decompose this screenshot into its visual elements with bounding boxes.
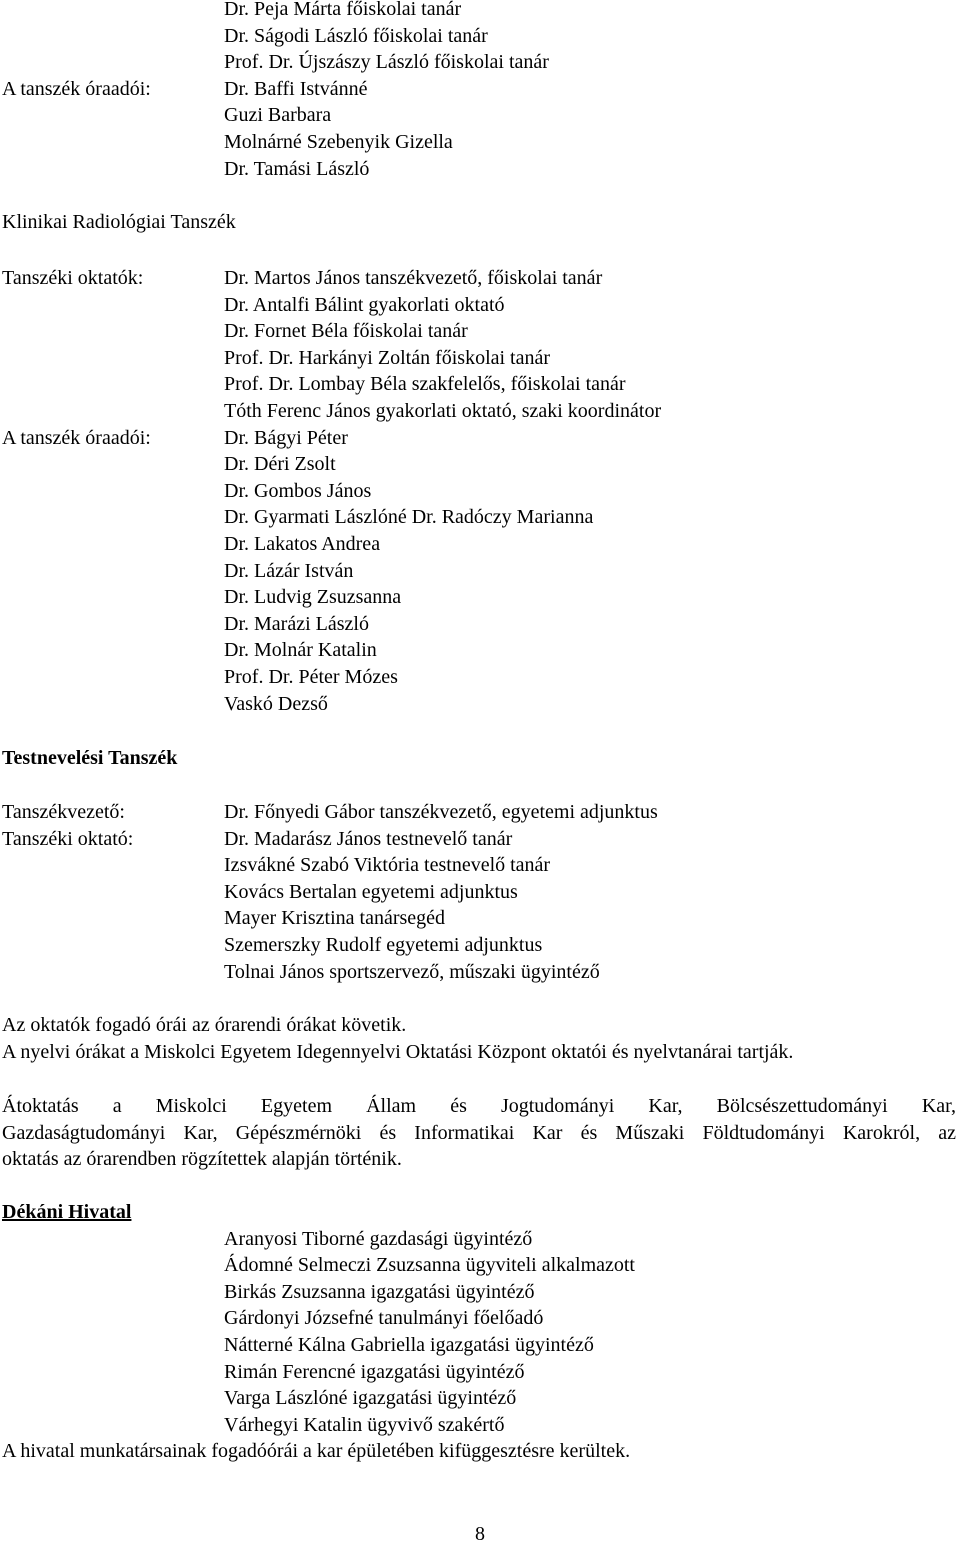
staff-line: Dr. Madarász János testnevelő tanár [224, 827, 513, 850]
paragraph-line: Átoktatás a Miskolci Egyetem Állam és Jogtudományi Kar, Bölcsészettudományi Kar, [2, 1095, 956, 1117]
office-footer-note: A hivatal munkatársainak fogadóórái a kar épületében kifüggesztésre kerültek. [2, 1440, 631, 1463]
staff-line: Varga Lászlóné igazgatási ügyintéző [224, 1387, 517, 1410]
staff-line: Prof. Dr. Lombay Béla szakfelelős, főiskolai tanár [224, 373, 626, 396]
staff-line: Dr. Gombos János [224, 479, 372, 502]
staff-line: Vaskó Dezső [224, 692, 328, 715]
staff-line: Dr. Peja Márta főiskolai tanár [224, 0, 462, 20]
label-tanszeki-oktato: Tanszéki oktató: [2, 827, 134, 850]
staff-line: Dr. Antalfi Bálint gyakorlati oktató [224, 293, 505, 316]
section-title-radiology: Klinikai Radiológiai Tanszék [2, 211, 236, 233]
staff-line: Prof. Dr. Harkányi Zoltán főiskolai tanár [224, 346, 551, 369]
staff-line: Dr. Bágyi Péter [224, 426, 348, 449]
staff-line: Dr. Molnár Katalin [224, 639, 377, 662]
note-line: Az oktatók fogadó órái az órarendi órákat követik. [2, 1014, 407, 1036]
staff-line: Dr. Lázár István [224, 559, 354, 582]
label-oraadoi: A tanszék óraadói: [2, 77, 151, 100]
staff-line: Dr. Fornet Béla főiskolai tanár [224, 320, 468, 343]
staff-line: Dr. Tamási László [224, 157, 370, 180]
staff-line: Ádomné Selmeczi Zsuzsanna ügyviteli alkalmazott [224, 1254, 635, 1277]
section-title-office: Dékáni Hivatal [2, 1201, 132, 1223]
staff-line: Izsvákné Szabó Viktória testnevelő tanár [224, 854, 551, 877]
staff-line: Szemerszky Rudolf egyetemi adjunktus [224, 934, 543, 956]
staff-line: Kovács Bertalan egyetemi adjunktus [224, 880, 518, 903]
staff-line: Tolnai János sportszervező, műszaki ügyintéző [224, 960, 600, 983]
staff-line: Dr. Lakatos Andrea [224, 533, 381, 555]
staff-line: Dr. Ságodi László főiskolai tanár [224, 24, 488, 47]
staff-line: Dr. Déri Zsolt [224, 453, 336, 476]
staff-line: Dr. Főnyedi Gábor tanszékvezető, egyetemi adjunktus [224, 801, 658, 823]
staff-line: Guzi Barbara [224, 104, 332, 127]
label-oktatok: Tanszéki oktatók: [2, 267, 144, 289]
staff-line: Birkás Zsuzsanna igazgatási ügyintéző [224, 1280, 535, 1303]
note-line: A nyelvi órákat a Miskolci Egyetem Idegennyelvi Oktatási Központ oktatói és nyelvtanárai tartják. [2, 1040, 794, 1063]
staff-line: Molnárné Szebenyik Gizella [224, 131, 453, 153]
paragraph-line: oktatás az órarendben rögzítettek alapján történik. [2, 1148, 402, 1171]
staff-line: Dr. Martos János tanszékvezető, főiskolai tanár [224, 267, 603, 289]
staff-line: Aranyosi Tiborné gazdasági ügyintéző [224, 1227, 533, 1250]
staff-line: Dr. Gyarmati Lászlóné Dr. Radóczy Marianna [224, 506, 594, 529]
staff-line: Dr. Ludvig Zsuzsanna [224, 586, 402, 609]
staff-line: Gárdonyi Józsefné tanulmányi főelőadó [224, 1307, 544, 1330]
staff-line: Tóth Ferenc János gyakorlati oktató, szaki koordinátor [224, 400, 662, 422]
section-title-pe: Testnevelési Tanszék [2, 747, 178, 769]
staff-line: Nátterné Kálna Gabriella igazgatási ügyintéző [224, 1334, 594, 1356]
staff-line: Várhegyi Katalin ügyvivő szakértő [224, 1413, 505, 1436]
staff-line: Dr. Baffi Istvánné [224, 77, 368, 100]
page-number: 8 [475, 1523, 485, 1545]
staff-line: Dr. Marázi László [224, 612, 369, 635]
staff-line: Rimán Ferencné igazgatási ügyintéző [224, 1360, 525, 1383]
paragraph-line: Gazdaságtudományi Kar, Gépészmérnöki és Informatikai Kar és Műszaki Földtudományi Karokról, az [2, 1121, 956, 1144]
staff-line: Mayer Krisztina tanársegéd [224, 907, 446, 930]
label-tanszekvezeto: Tanszékvezető: [2, 801, 125, 823]
label-oraadoi: A tanszék óraadói: [2, 426, 151, 449]
staff-line: Prof. Dr. Péter Mózes [224, 666, 398, 688]
staff-line: Prof. Dr. Újszászy László főiskolai tanár [224, 51, 549, 74]
